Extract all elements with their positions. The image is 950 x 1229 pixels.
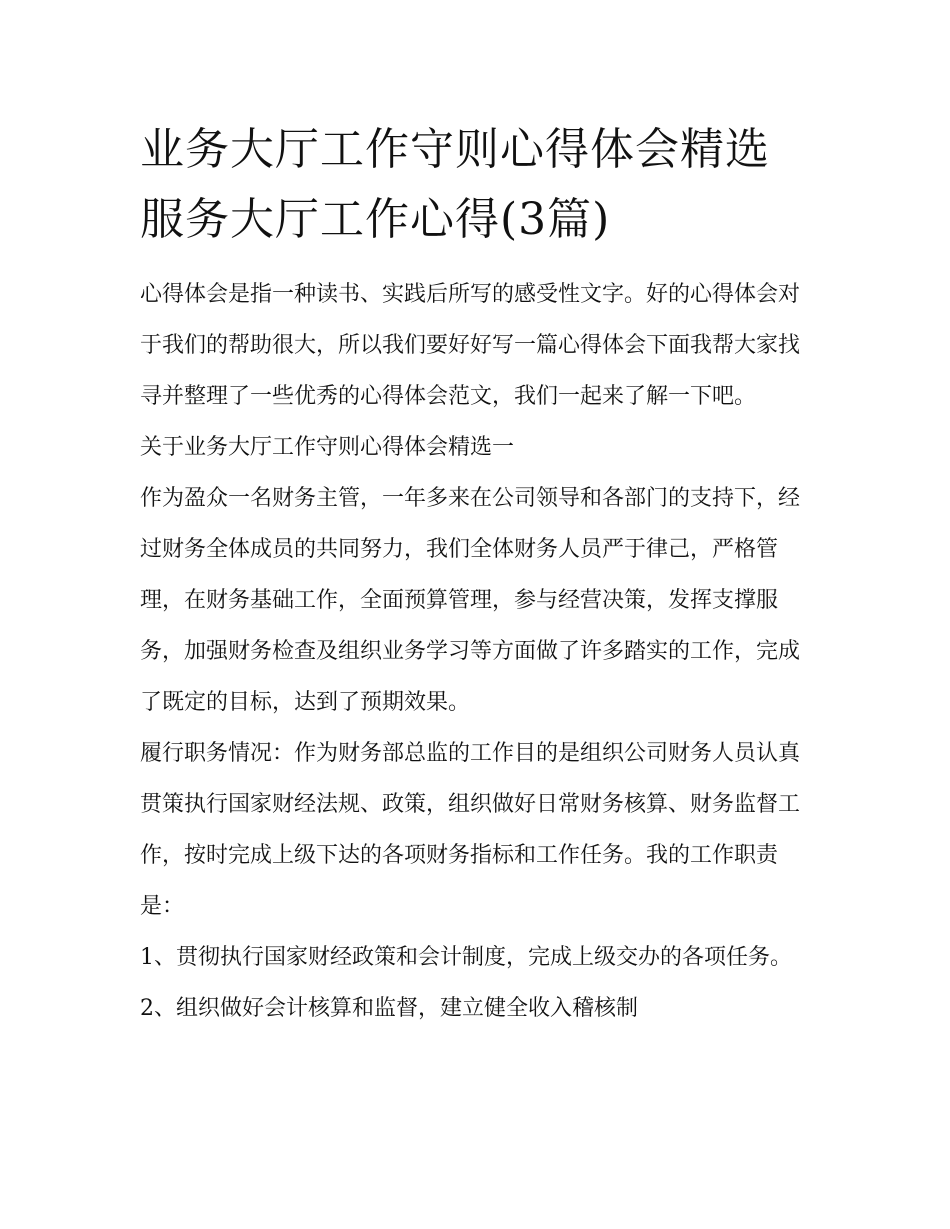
section-heading: 关于业务大厅工作守则心得体会精选一 <box>140 435 515 460</box>
body-paragraph: 作为盈众一名财务主管，一年多来在公司领导和各部门的支持下，经过财务全体成员的共同努力，我们全体财务人员严于律己，严格管理，在财务基础工作，全面预算管理，参与经营决策，发挥支撑服务，加强财务检查及组织业务学习等方面做了许多踏实的工作，完成了既定的目标，达到了预期效果。 <box>140 486 801 715</box>
body-paragraph: 1、贯彻执行国家财经政策和会计制度，完成上级交办的各项任务。 2、组织做好会计核算和监督，建立健全收入稽核制 <box>140 945 792 1021</box>
intro-paragraph: 心得体会是指一种读书、实践后所写的感受性文字。好的心得体会对于我们的帮助很大，所以我们要好好写一篇心得体会下面我帮大家找寻并整理了一些优秀的心得体会范文，我们一起来了解一下吧。 <box>140 282 801 409</box>
body-paragraph: 履行职务情况：作为财务部总监的工作目的是组织公司财务人员认真贯策执行国家财经法规、政策，组织做好日常财务核算、财务监督工作，按时完成上级下达的各项财务指标和工作任务。我的工作职责是： <box>140 741 801 919</box>
document-title: 业务大厅工作守则心得体会精选 服务大厅工作心得(3篇) <box>140 124 770 245</box>
document-page <box>140 115 820 1034</box>
